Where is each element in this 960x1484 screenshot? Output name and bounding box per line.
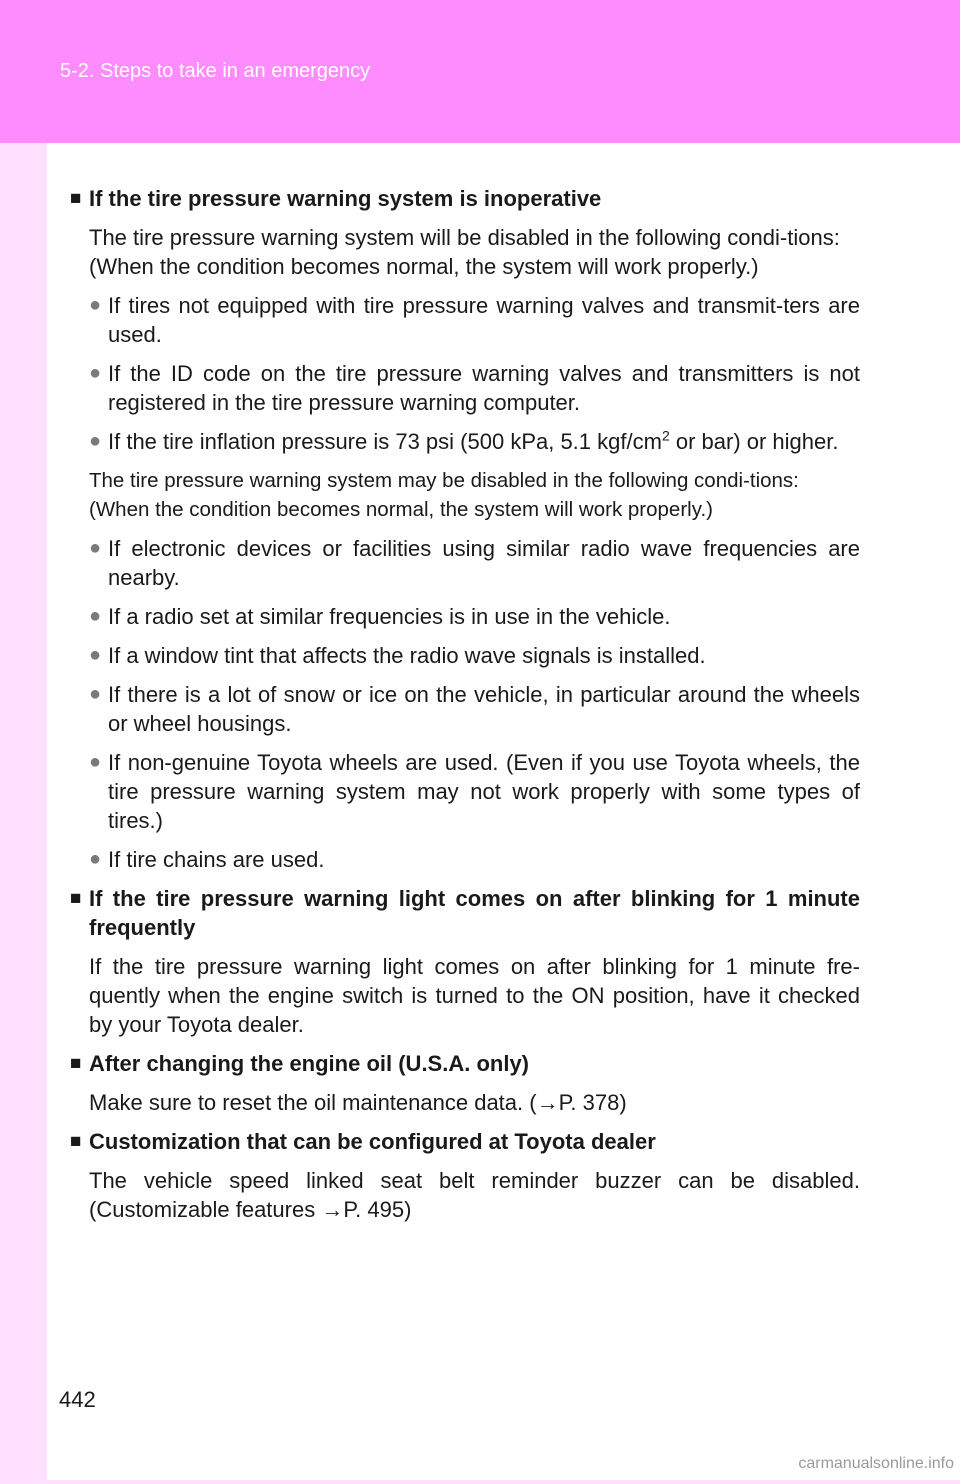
heading-text: After changing the engine oil (U.S.A. only) (89, 1051, 530, 1076)
list-item (70, 602, 860, 631)
list-item-text: If a radio set at similar frequencies is in use in the vehicle. (108, 604, 671, 629)
bullet-icon: ● (89, 362, 102, 384)
paragraph (70, 223, 860, 281)
section-title: 5-2. Steps to take in an emergency (60, 60, 371, 82)
bullet-icon: ● (89, 683, 102, 705)
heading-text: If the tire pressure warning light comes on after blinking for 1 minute frequently (89, 886, 860, 940)
bottom-margin-strip (0, 1480, 960, 1484)
bullet-icon: ● (89, 430, 102, 452)
square-marker-icon: ■ (70, 188, 82, 209)
pressure-text: If the tire inflation pressure is 73 psi (500 kPa, 5.1 kgf/cm (108, 429, 662, 454)
list-item-text: If the ID code on the tire pressure warning valves and transmitters is not registered in the tire pressure warning computer. (108, 361, 860, 415)
intro-note: (When the condition becomes normal, the system will work properly.) (89, 254, 759, 279)
list-item (70, 291, 860, 349)
list-item-text: If tire chains are used. (108, 847, 325, 872)
list-item (70, 427, 860, 456)
square-marker-icon: ■ (70, 1131, 82, 1152)
heading-text: If the tire pressure warning system is inoperative (89, 186, 602, 211)
page-content (70, 184, 860, 1234)
bullet-icon: ● (89, 751, 102, 773)
heading-blinking (70, 884, 860, 942)
heading-text: Customization that can be configured at Toyota dealer (89, 1129, 656, 1154)
heading-oil (70, 1049, 860, 1078)
list-item-text: If non-genuine Toyota wheels are used. (Even if you use Toyota wheels, the tire pressure warning system may not work properly with some types of tires.) (108, 750, 860, 833)
left-margin-strip (0, 143, 47, 1484)
page-number: 442 (59, 1387, 96, 1412)
intro-text: The tire pressure warning system may be disabled in the following condi-tions: (89, 469, 799, 492)
list-item (70, 359, 860, 417)
bullet-icon: ● (89, 294, 102, 316)
list-item (70, 641, 860, 670)
list-item (70, 534, 860, 592)
paragraph (70, 466, 860, 524)
heading-inoperative (70, 184, 860, 213)
heading-customization (70, 1127, 860, 1156)
list-item (70, 680, 860, 738)
paragraph: Make sure to reset the oil maintenance data. (→P. 378) (89, 1090, 627, 1115)
square-marker-icon: ■ (70, 1053, 82, 1074)
list-item-text: If electronic devices or facilities using similar radio wave frequencies are nearby. (108, 536, 860, 590)
bullet-icon: ● (89, 848, 102, 870)
list-item-text: If tires not equipped with tire pressure warning valves and transmit-ters are used. (108, 293, 860, 347)
superscript: 2 (661, 427, 670, 444)
bullet-icon: ● (89, 605, 102, 627)
bullet-icon: ● (89, 537, 102, 559)
list-item (70, 845, 860, 874)
paragraph: The vehicle speed linked seat belt reminder buzzer can be disabled. (Customizable features →P. 495) (89, 1168, 860, 1222)
watermark: carmanualsonline.info (798, 1455, 954, 1472)
pressure-text-end: or bar) or higher. (669, 429, 839, 454)
intro-text: The tire pressure warning system will be disabled in the following condi-tions: (89, 225, 840, 250)
list-item-text (108, 429, 838, 454)
paragraph: If the tire pressure warning light comes on after blinking for 1 minute fre-quently when the engine switch is turned to the ON position, have it checked by your Toyota dealer. (89, 954, 860, 1037)
square-marker-icon: ■ (70, 888, 82, 909)
list-item-text: If a window tint that affects the radio wave signals is installed. (108, 643, 706, 668)
list-item (70, 748, 860, 835)
bullet-icon: ● (89, 644, 102, 666)
list-item-text: If there is a lot of snow or ice on the vehicle, in particular around the wheels or wheel housings. (108, 682, 860, 736)
intro-note: (When the condition becomes normal, the system will work properly.) (89, 498, 713, 521)
page-header (0, 0, 960, 143)
